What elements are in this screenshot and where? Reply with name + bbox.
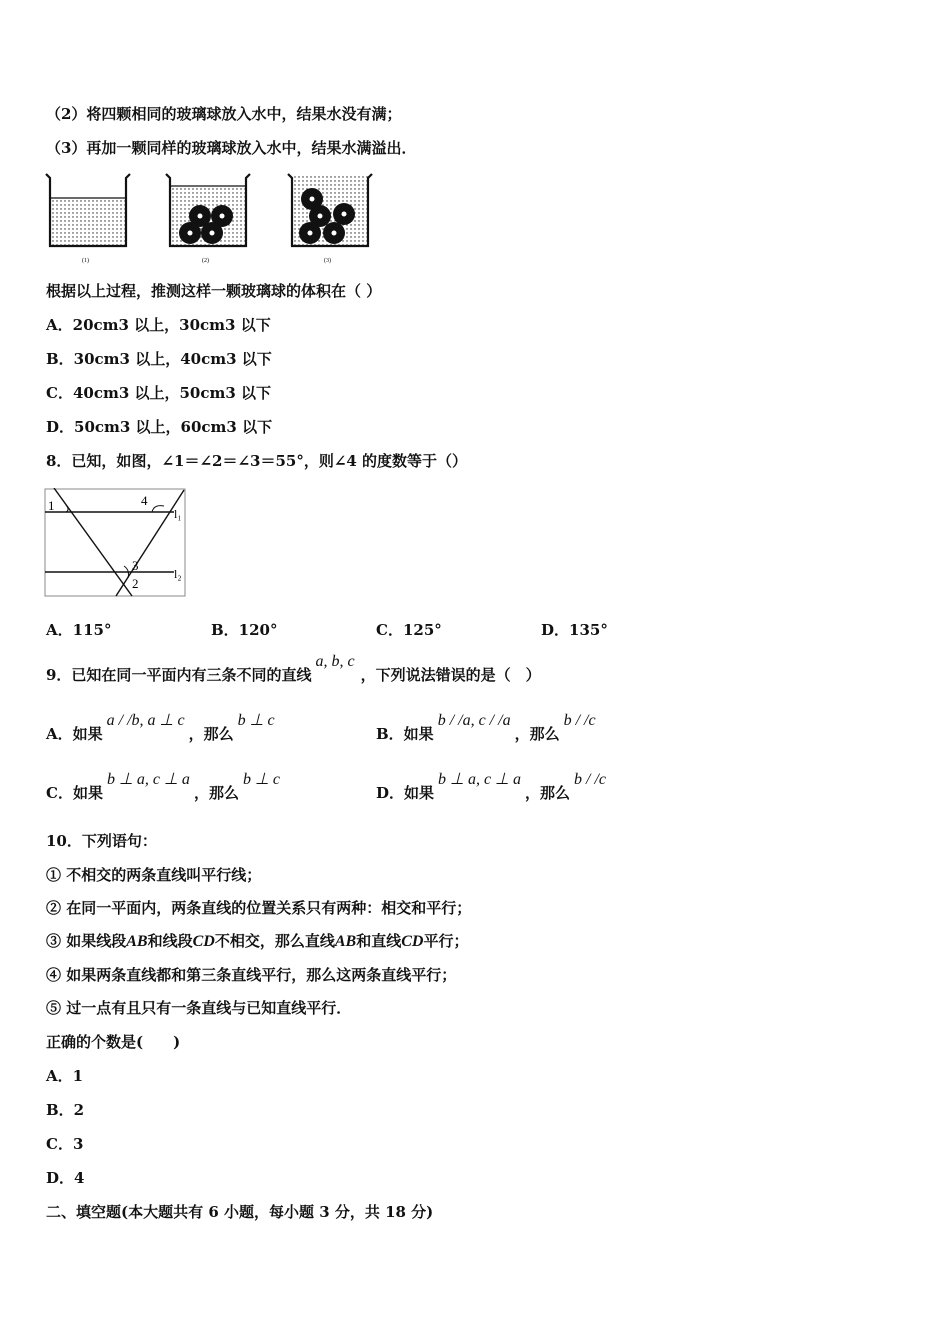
q7-stem: 根据以上过程，推测这样一颗玻璃球的体积在（ ） [46,282,382,300]
q9-option-d: D．如果b ⊥ a, c ⊥ a，那么b / /c [376,771,607,802]
q10-option-c: C．3 [46,1135,84,1153]
angle-label-3: 3 [132,558,139,573]
q10-option-d: D．4 [46,1169,85,1187]
q7-step2: （2）将四颗相同的玻璃球放入水中，结果水没有满； [46,105,402,123]
angle-figure [44,488,188,600]
q10-statement-5: ⑤ 过一点有且只有一条直线与已知直线平行． [46,999,352,1017]
q10-statement-3: ③ 如果线段AB和线段CD不相交，那么直线AB和直线CD平行； [46,932,469,950]
section-2-heading: 二、填空题(本大题共有 6 小题，每小题 3 分，共 18 分) [46,1203,434,1221]
q10-statement-1: ① 不相交的两条直线叫平行线； [46,866,262,884]
line-label-l2: l₂ [174,567,182,581]
angle-label-2: 2 [132,576,139,591]
angle-label-1: 1 [48,498,55,513]
q8-option-b: B．120° [211,621,278,639]
q10-ask: 正确的个数是( ) [46,1033,181,1051]
line-label-l1: l₁ [174,507,182,521]
beaker-1 [46,174,130,264]
q9-option-a: A．如果a / /b, a ⊥ c，那么b ⊥ c [46,712,275,743]
angle-label-4: 4 [141,493,148,508]
q7-option-d: D．50cm3 以上，60cm3 以下 [46,418,273,436]
q7-option-b: B．30cm3 以上，40cm3 以下 [46,350,272,368]
q7-option-a: A．20cm3 以上，30cm3 以下 [46,316,271,334]
q10-option-a: A．1 [46,1067,84,1085]
q8-option-a: A．115° [46,621,112,639]
q10-statement-4: ④ 如果两条直线都和第三条直线平行，那么这两条直线平行； [46,966,457,984]
q9-lines-math: a, b, c [315,653,355,670]
fig-label-3: (3) [324,258,331,264]
q8-stem: 8．已知，如图，∠1＝∠2＝∠3＝55°，则∠4 的度数等于（） [46,452,468,470]
fig-label-1: (1) [82,258,89,264]
q9-stem: 9．已知在同一平面内有三条不同的直线a, b, c，下列说法错误的是（ ） [46,653,541,684]
beaker-2 [166,174,250,264]
q9-option-b: B．如果b / /a, c / /a，那么b / /c [376,712,596,743]
fig-label-2: (2) [202,258,209,264]
q7-step3: （3）再加一颗同样的玻璃球放入水中，结果水满溢出． [46,139,417,157]
q10-stem: 10．下列语句： [46,832,157,850]
beaker-figure [40,168,380,266]
beaker-3 [288,174,372,264]
q10-statement-2: ② 在同一平面内，两条直线的位置关系只有两种：相交和平行； [46,899,472,917]
q9-option-c: C．如果b ⊥ a, c ⊥ a，那么b ⊥ c [46,771,280,802]
q8-option-d: D．135° [541,621,608,639]
q8-option-c: C．125° [376,621,442,639]
q10-option-b: B．2 [46,1101,85,1119]
q7-option-c: C．40cm3 以上，50cm3 以下 [46,384,272,402]
